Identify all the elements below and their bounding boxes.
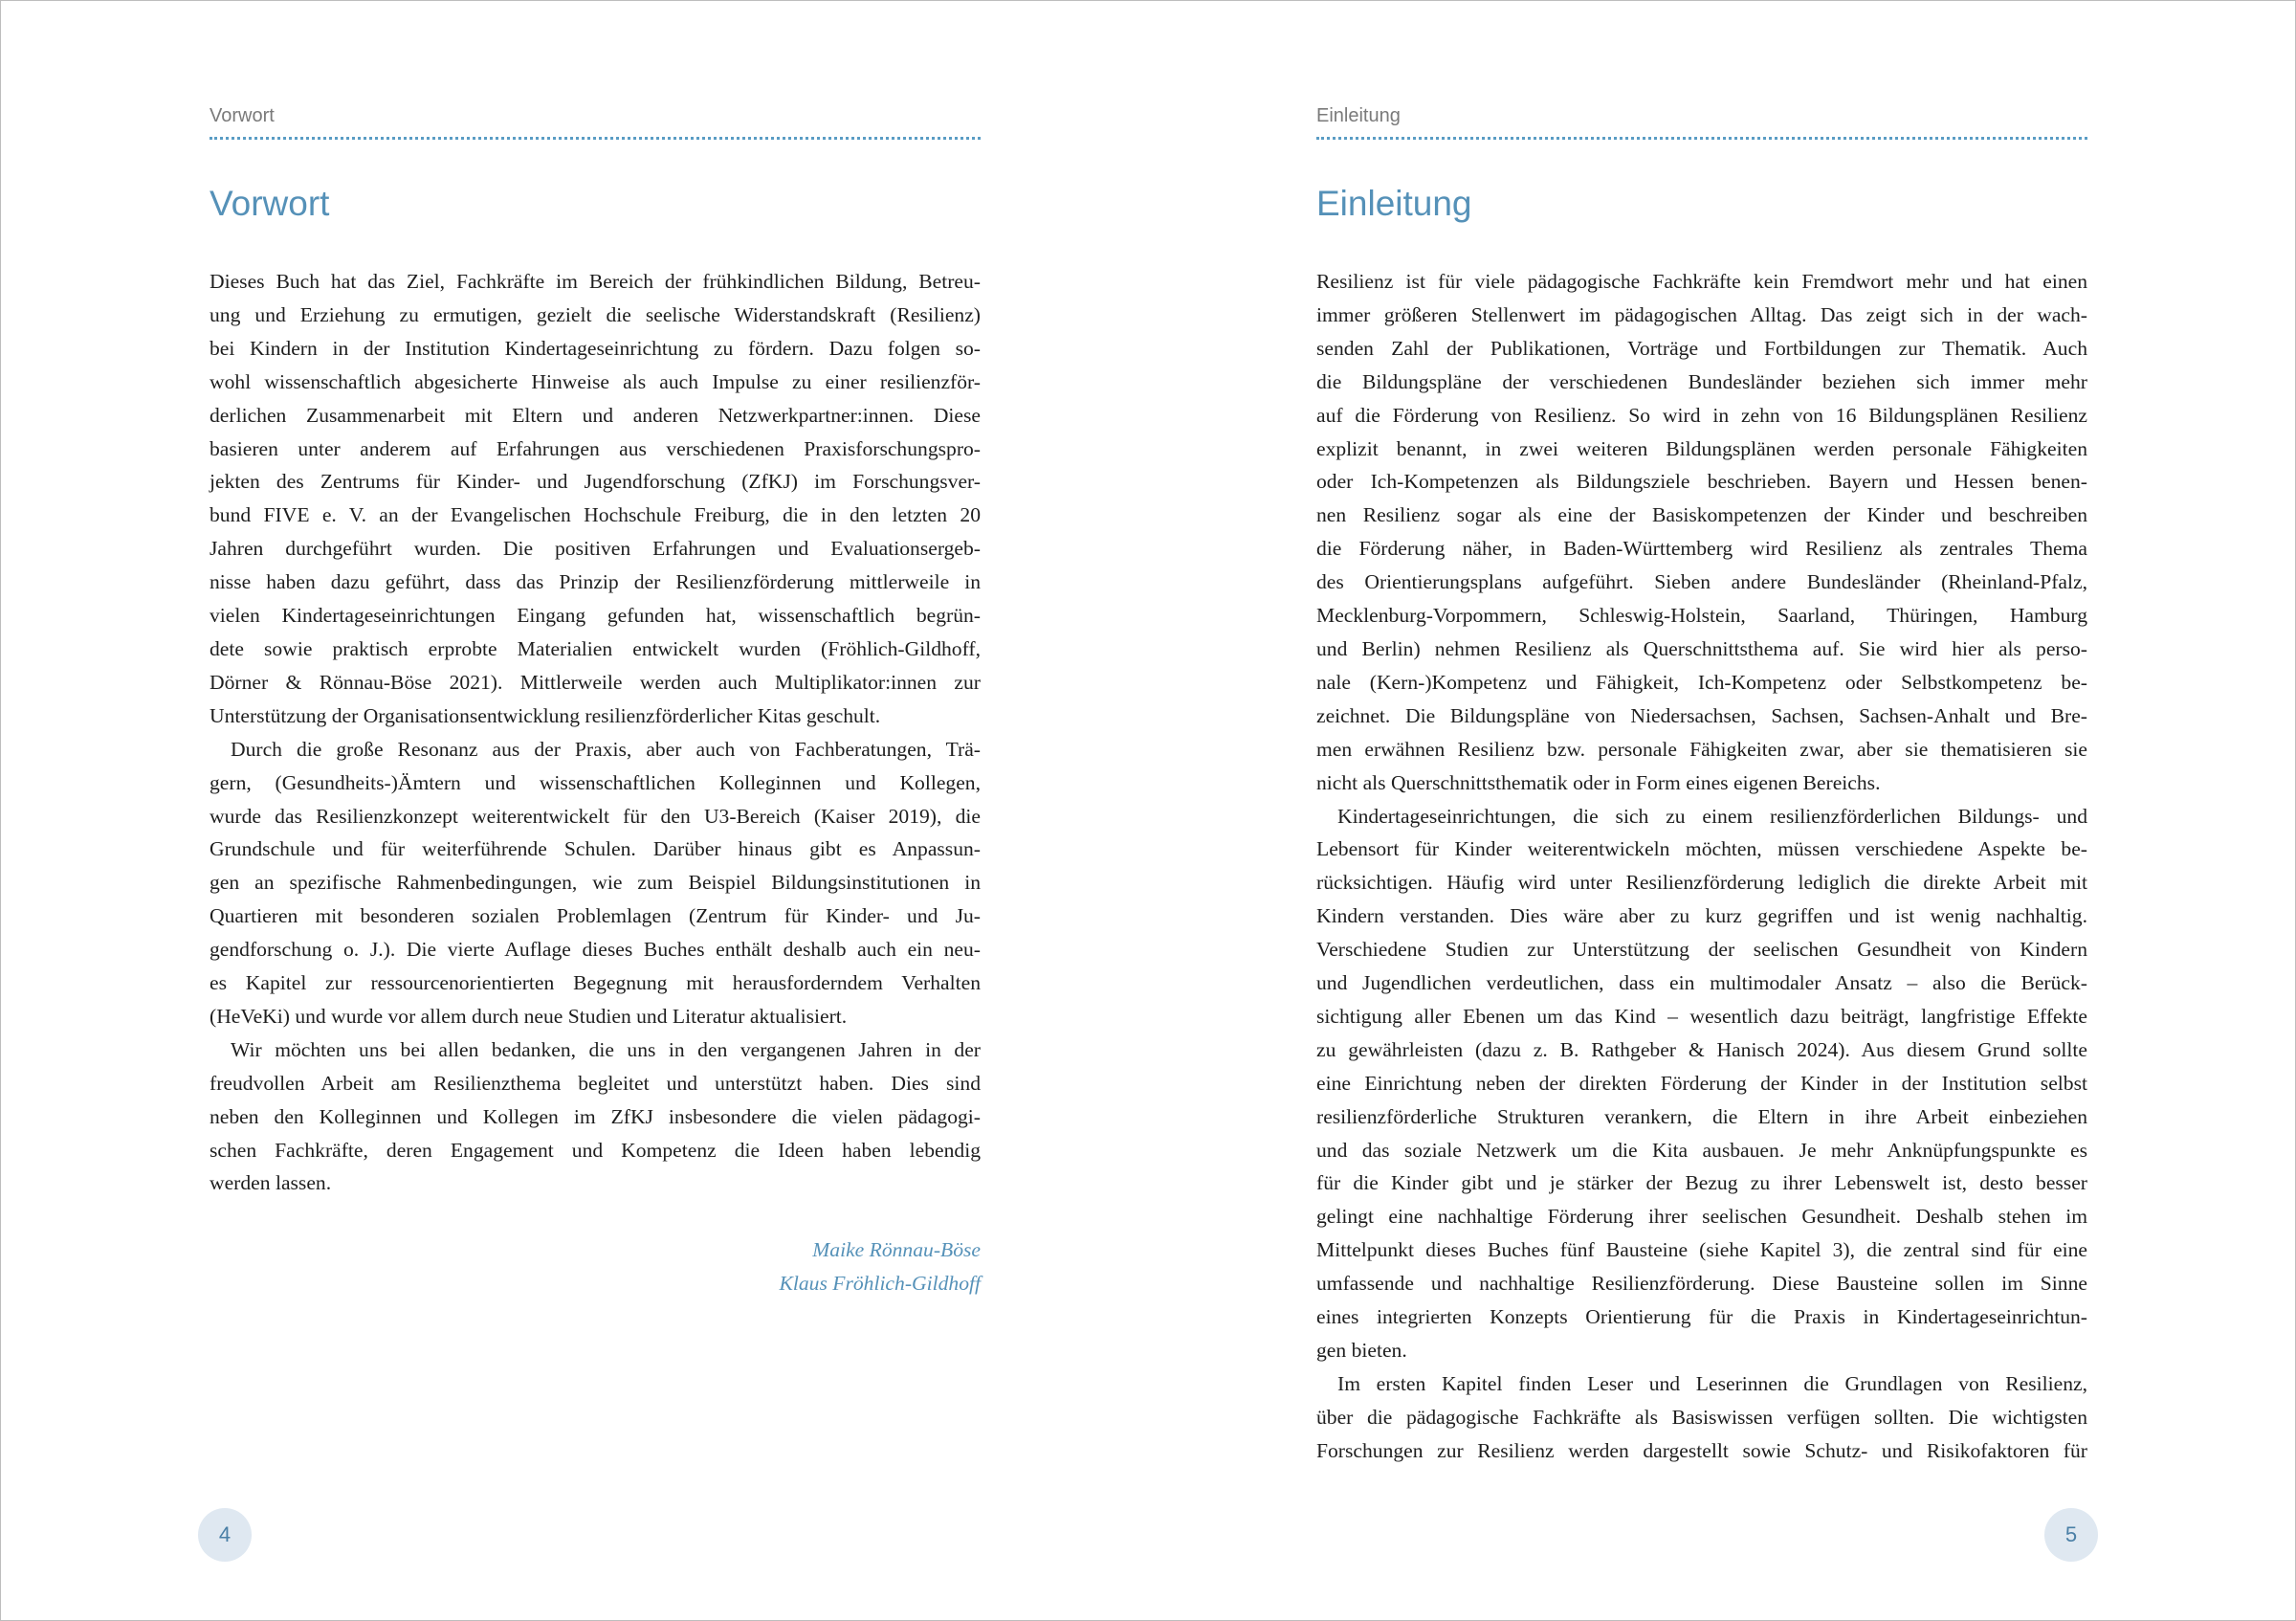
author-signature: Maike Rönnau-Böse: [812, 1238, 981, 1262]
page-number: 5: [2044, 1508, 2098, 1562]
text-line: neben den Kolleginnen und Kollegen im ZfKJ insbesondere die vielen pädagogi-: [210, 1104, 981, 1128]
text-line: gelingt eine nachhaltige Förderung ihrer seelischen Gesundheit. Deshalb stehen im: [1316, 1205, 2087, 1229]
body-text: [1316, 265, 2087, 1468]
text-line: dete sowie praktisch erprobte Materialien entwickelt wurden (Fröhlich-Gildhoff,: [210, 636, 981, 660]
text-line: schen Fachkräfte, deren Engagement und Kompetenz die Ideen haben lebendig: [210, 1138, 981, 1162]
page-number: 4: [198, 1508, 252, 1562]
text-line: die Förderung näher, in Baden-Württemberg wird Resilienz als zentrales Thema: [1316, 537, 2087, 561]
text-line: (HeVeKi) und wurde vor allem durch neue Studien und Literatur aktualisiert.: [210, 1004, 848, 1028]
text-line: Quartieren mit besonderen sozialen Problemlagen (Zentrum für Kinder- und Ju-: [210, 904, 981, 928]
text-line: Jahren durchgeführt wurden. Die positiven Erfahrungen und Evaluationsergeb-: [210, 537, 981, 561]
text-line: Verschiedene Studien zur Unterstützung der seelischen Gesundheit von Kindern: [1316, 938, 2087, 962]
running-head: Vorwort: [210, 105, 275, 126]
text-line: eines integrierten Konzepts Orientierung für die Praxis in Kindertageseinrichtun-: [1316, 1305, 2087, 1329]
text-line: und das soziale Netzwerk um die Kita ausbauen. Je mehr Anknüpfungspunkte es: [1316, 1138, 2087, 1162]
text-line: vielen Kindertageseinrichtungen Eingang gefunden hat, wissenschaftlich begrün-: [210, 604, 981, 628]
text-line: bund FIVE e. V. an der Evangelischen Hochschule Freiburg, die in den letzten 20: [210, 503, 981, 527]
text-line: über die pädagogische Fachkräfte als Basiswissen verfügen sollten. Die wichtigsten: [1316, 1405, 2087, 1429]
text-line: ung und Erziehung zu ermutigen, gezielt die seelische Widerstandskraft (Resilienz): [210, 302, 981, 326]
paragraph: [1316, 800, 2087, 1367]
running-head: Einleitung: [1316, 105, 1401, 126]
text-line: Kindern verstanden. Dies wäre aber zu kurz gegriffen und ist wenig nachhaltig.: [1316, 904, 2087, 928]
chapter-title: Einleitung: [1316, 184, 1472, 223]
text-line: zu gewährleisten (dazu z. B. Rathgeber & Hanisch 2024). Aus diesem Grund sollte: [1316, 1037, 2087, 1061]
text-line: resilienzförderliche Strukturen verankern, die Eltern in ihre Arbeit einbeziehen: [1316, 1104, 2087, 1128]
paragraph: [210, 733, 981, 1033]
text-line: gen bieten.: [1316, 1339, 1407, 1362]
paragraph: [210, 265, 981, 733]
text-line: zeichnet. Die Bildungspläne von Niedersachsen, Sachsen, Sachsen-Anhalt und Bre-: [1316, 703, 2087, 727]
text-line: gendforschung o. J.). Die vierte Auflage dieses Buches enthält deshalb auch ein neu-: [210, 938, 981, 962]
text-line: für die Kinder gibt und je stärker der Bezug zu ihrer Lebenswelt ist, desto besser: [1316, 1171, 2087, 1195]
text-line: Wir möchten uns bei allen bedanken, die uns in den vergangenen Jahren in der: [231, 1037, 981, 1061]
text-line: Dörner & Rönnau-Böse 2021). Mittlerweile werden auch Multiplikator:innen zur: [210, 670, 981, 694]
text-line: eine Einrichtung neben der direkten Förderung der Kinder in der Institution selbst: [1316, 1071, 2087, 1095]
chapter-title: Vorwort: [210, 184, 330, 223]
text-line: gen an spezifische Rahmenbedingungen, wie zum Beispiel Bildungsinstitutionen in: [210, 871, 981, 895]
text-line: derlichen Zusammenarbeit mit Eltern und anderen Netzwerkpartner:innen. Diese: [210, 403, 981, 427]
text-line: umfassende und nachhaltige Resilienzförderung. Diese Bausteine sollen im Sinne: [1316, 1272, 2087, 1296]
body-text: [210, 265, 981, 1300]
text-line: bei Kindern in der Institution Kindertageseinrichtung zu fördern. Dazu folgen so-: [210, 336, 981, 360]
text-line: senden Zahl der Publikationen, Vorträge und Fortbildungen zur Thematik. Auch: [1316, 336, 2087, 360]
text-line: rücksichtigen. Häufig wird unter Resilienzförderung lediglich die direkte Arbeit mit: [1316, 871, 2087, 895]
text-line: auf die Förderung von Resilienz. So wird in zehn von 16 Bildungsplänen Resilienz: [1316, 403, 2087, 427]
signatures: [210, 1233, 981, 1300]
text-line: und Berlin) nehmen Resilienz als Querschnittsthema auf. Sie wird hier als perso-: [1316, 636, 2087, 660]
dotted-divider: [210, 137, 981, 140]
text-line: Im ersten Kapitel finden Leser und Leserinnen die Grundlagen von Resilienz,: [1337, 1371, 2087, 1395]
text-line: sichtigung aller Ebenen um das Kind – wesentlich dazu beiträgt, langfristige Effekte: [1316, 1004, 2087, 1028]
text-line: nisse haben dazu geführt, dass das Prinzip der Resilienzförderung mittlerweile in: [210, 570, 981, 594]
paragraph: [1316, 265, 2087, 800]
text-line: es Kapitel zur ressourcenorientierten Begegnung mit herausforderndem Verhalten: [210, 971, 981, 995]
text-line: Grundschule und für weiterführende Schulen. Darüber hinaus gibt es Anpassun-: [210, 837, 981, 861]
text-line: nicht als Querschnittsthematik oder in Form eines eigenen Bereichs.: [1316, 770, 1881, 794]
text-line: Mittelpunkt dieses Buches fünf Bausteine (siehe Kapitel 3), die zentral sind für eine: [1316, 1238, 2087, 1262]
text-line: jekten des Zentrums für Kinder- und Jugendforschung (ZfKJ) im Forschungsver-: [210, 470, 981, 494]
text-line: freudvollen Arbeit am Resilienzthema begleitet und unterstützt haben. Dies sind: [210, 1071, 981, 1095]
text-line: Durch die große Resonanz aus der Praxis, aber auch von Fachberatungen, Trä-: [231, 737, 981, 761]
text-line: basieren unter anderem auf Erfahrungen aus verschiedenen Praxisforschungspro-: [210, 436, 981, 460]
text-line: Resilienz ist für viele pädagogische Fachkräfte kein Fremdwort mehr und hat einen: [1316, 270, 2087, 293]
text-line: Forschungen zur Resilienz werden dargestellt sowie Schutz- und Risikofaktoren für: [1316, 1438, 2087, 1462]
text-line: Unterstützung der Organisationsentwicklung resilienzförderlicher Kitas geschult.: [210, 703, 881, 727]
text-line: die Bildungspläne der verschiedenen Bundesländer beziehen sich immer mehr: [1316, 369, 2087, 393]
text-line: gern, (Gesundheits-)Ämtern und wissenschaftlichen Kolleginnen und Kollegen,: [210, 770, 981, 794]
author-signature: Klaus Fröhlich-Gildhoff: [779, 1272, 981, 1296]
text-line: wurde das Resilienzkonzept weiterentwickelt für den U3-Bereich (Kaiser 2019), die: [210, 804, 981, 828]
text-line: explizit benannt, in zwei weiteren Bildungsplänen werden personale Fähigkeiten: [1316, 436, 2087, 460]
text-line: oder Ich-Kompetenzen als Bildungsziele beschrieben. Bayern und Hessen benen-: [1316, 470, 2087, 494]
text-line: wohl wissenschaftlich abgesicherte Hinweise als auch Impulse zu einer resilienzför-: [210, 369, 981, 393]
text-line: Dieses Buch hat das Ziel, Fachkräfte im Bereich der frühkindlichen Bildung, Betreu-: [210, 270, 981, 293]
text-line: nen Resilienz sogar als eine der Basiskompetenzen der Kinder und beschreiben: [1316, 503, 2087, 527]
text-line: nale (Kern-)Kompetenz und Fähigkeit, Ich-Kompetenz oder Selbstkompetenz be-: [1316, 670, 2087, 694]
text-line: Lebensort für Kinder weiterentwickeln möchten, müssen verschiedene Aspekte be-: [1316, 837, 2087, 861]
text-line: men erwähnen Resilienz bzw. personale Fähigkeiten zwar, aber sie thematisieren sie: [1316, 737, 2087, 761]
text-line: werden lassen.: [210, 1171, 332, 1195]
paragraph: [1316, 1367, 2087, 1468]
text-line: Kindertageseinrichtungen, die sich zu einem resilienzförderlichen Bildungs- und: [1337, 804, 2087, 828]
text-line: immer größeren Stellenwert im pädagogischen Alltag. Das zeigt sich in der wach-: [1316, 302, 2087, 326]
text-line: und Jugendlichen verdeutlichen, dass ein multimodaler Ansatz – also die Berück-: [1316, 971, 2087, 995]
paragraph: [210, 1033, 981, 1201]
dotted-divider: [1316, 137, 2087, 140]
text-line: Mecklenburg-Vorpommern, Schleswig-Holstein, Saarland, Thüringen, Hamburg: [1316, 604, 2087, 628]
text-line: des Orientierungsplans aufgeführt. Sieben andere Bundesländer (Rheinland-Pfalz,: [1316, 570, 2087, 594]
